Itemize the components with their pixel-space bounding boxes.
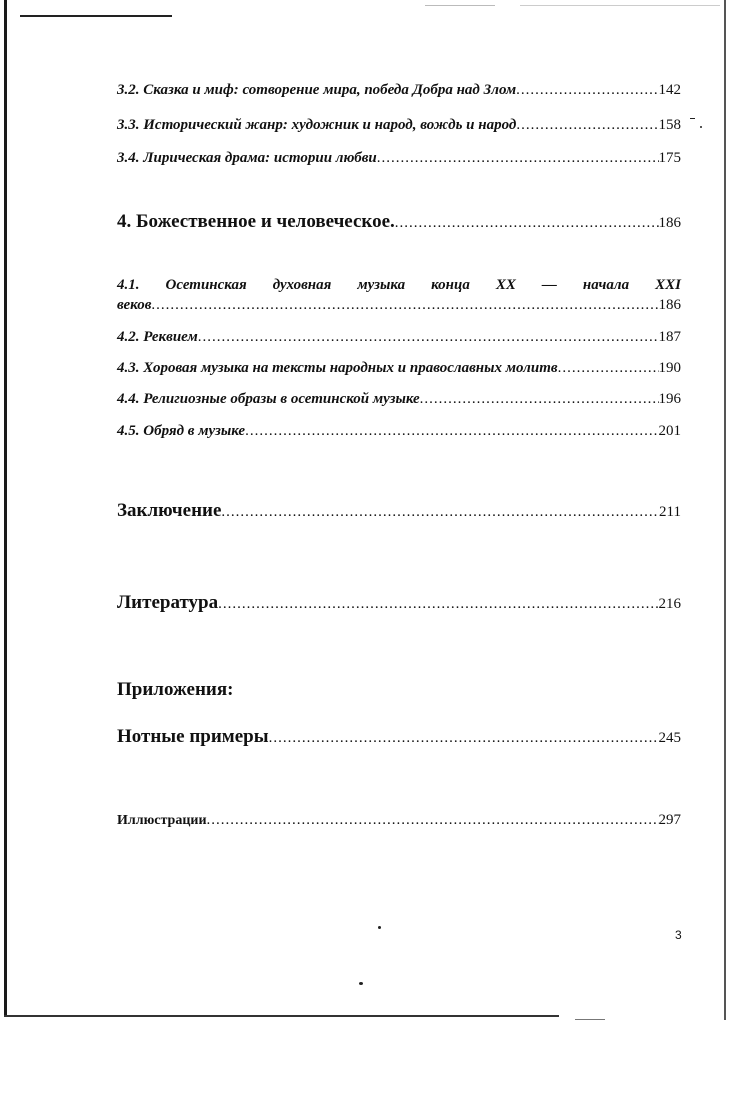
toc-leader-dots bbox=[395, 215, 659, 232]
toc-music-examples-title: Нотные примеры bbox=[117, 726, 269, 747]
toc-entry-3-2[interactable] bbox=[117, 82, 681, 99]
toc-leader-dots bbox=[516, 82, 658, 99]
toc-entry-title: 3.4. Лирическая драма: истории любви bbox=[117, 150, 377, 166]
scan-mark-bottom bbox=[575, 1019, 605, 1020]
toc-leader-dots bbox=[221, 504, 659, 521]
toc-chapter-page: 186 bbox=[658, 215, 681, 231]
toc-leader-dots bbox=[420, 391, 659, 408]
toc-illustrations[interactable] bbox=[117, 812, 681, 829]
toc-conclusion-page: 211 bbox=[659, 504, 681, 520]
toc-music-examples-page: 245 bbox=[658, 730, 681, 746]
toc-leader-dots bbox=[269, 730, 659, 747]
toc-entry-3-4[interactable] bbox=[117, 150, 681, 167]
toc-illustrations-page: 297 bbox=[658, 812, 681, 828]
scan-border-top bbox=[20, 15, 172, 17]
scan-speck bbox=[700, 126, 702, 128]
toc-leader-dots bbox=[516, 117, 658, 134]
toc-leader-dots bbox=[207, 812, 659, 829]
page-number: 3 bbox=[675, 928, 682, 942]
toc-conclusion-title: Заключение bbox=[117, 500, 222, 521]
scan-border-left bbox=[4, 0, 7, 1016]
toc-literature-title: Литература bbox=[117, 592, 219, 613]
toc-leader-dots bbox=[558, 360, 659, 377]
toc-chapter-title: 4. Божественное и человеческое. bbox=[117, 211, 395, 232]
toc-entry-page: 175 bbox=[658, 150, 681, 166]
scan-mark-top bbox=[425, 5, 495, 6]
toc-leader-dots bbox=[218, 596, 658, 613]
toc-entry-title: 4.3. Хоровая музыка на тексты народных и православных молитв bbox=[117, 360, 558, 376]
toc-literature[interactable] bbox=[117, 592, 681, 614]
toc-entry-4-1[interactable] bbox=[117, 297, 681, 314]
toc-entry-4-2[interactable] bbox=[117, 329, 681, 346]
toc-entry-4-1-title-line1[interactable]: 4.1. Осетинская духовная музыка конца XX — начала XXI bbox=[117, 277, 681, 293]
scan-border-right bbox=[724, 0, 726, 1020]
toc-entry-title: 4.4. Религиозные образы в осетинской музыке bbox=[117, 391, 420, 407]
toc-entry-title: 4.2. Реквием bbox=[117, 329, 198, 345]
toc-conclusion[interactable] bbox=[117, 500, 681, 522]
toc-leader-dots bbox=[151, 297, 658, 314]
toc-leader-dots bbox=[377, 150, 659, 167]
scan-speck bbox=[359, 982, 363, 985]
toc-literature-page: 216 bbox=[658, 596, 681, 612]
toc-entry-title: 4.5. Обряд в музыке bbox=[117, 423, 246, 439]
toc-entry-3-3[interactable] bbox=[117, 117, 681, 134]
scan-border-bottom bbox=[4, 1015, 559, 1017]
toc-leader-dots bbox=[198, 329, 659, 346]
toc-entry-page: 186 bbox=[658, 297, 681, 313]
toc-entry-page: 158 bbox=[658, 117, 681, 133]
toc-entry-title: 3.3. Исторический жанр: художник и народ, вождь и народ bbox=[117, 117, 517, 133]
toc-chapter-4[interactable] bbox=[117, 211, 681, 233]
toc-entry-4-5[interactable] bbox=[117, 423, 681, 440]
toc-entry-title: 3.2. Сказка и миф: сотворение мира, победа Добра над Злом bbox=[117, 82, 517, 98]
toc-appendices-heading: Приложения: bbox=[117, 679, 234, 700]
toc-entry-title: веков bbox=[117, 297, 152, 313]
toc-illustrations-title: Иллюстрации bbox=[117, 813, 207, 828]
scan-speck bbox=[378, 926, 381, 929]
toc-entry-page: 190 bbox=[658, 360, 681, 376]
toc-leader-dots bbox=[245, 423, 658, 440]
scan-mark-top-right bbox=[520, 5, 720, 6]
toc-entry-page: 196 bbox=[658, 391, 681, 407]
toc-entry-4-3[interactable] bbox=[117, 360, 681, 377]
toc-entry-page: 187 bbox=[658, 329, 681, 345]
toc-entry-page: 201 bbox=[658, 423, 681, 439]
toc-entry-4-4[interactable] bbox=[117, 391, 681, 408]
scan-speck bbox=[690, 118, 695, 119]
toc-music-examples[interactable] bbox=[117, 726, 681, 748]
toc-entry-page: 142 bbox=[658, 82, 681, 98]
